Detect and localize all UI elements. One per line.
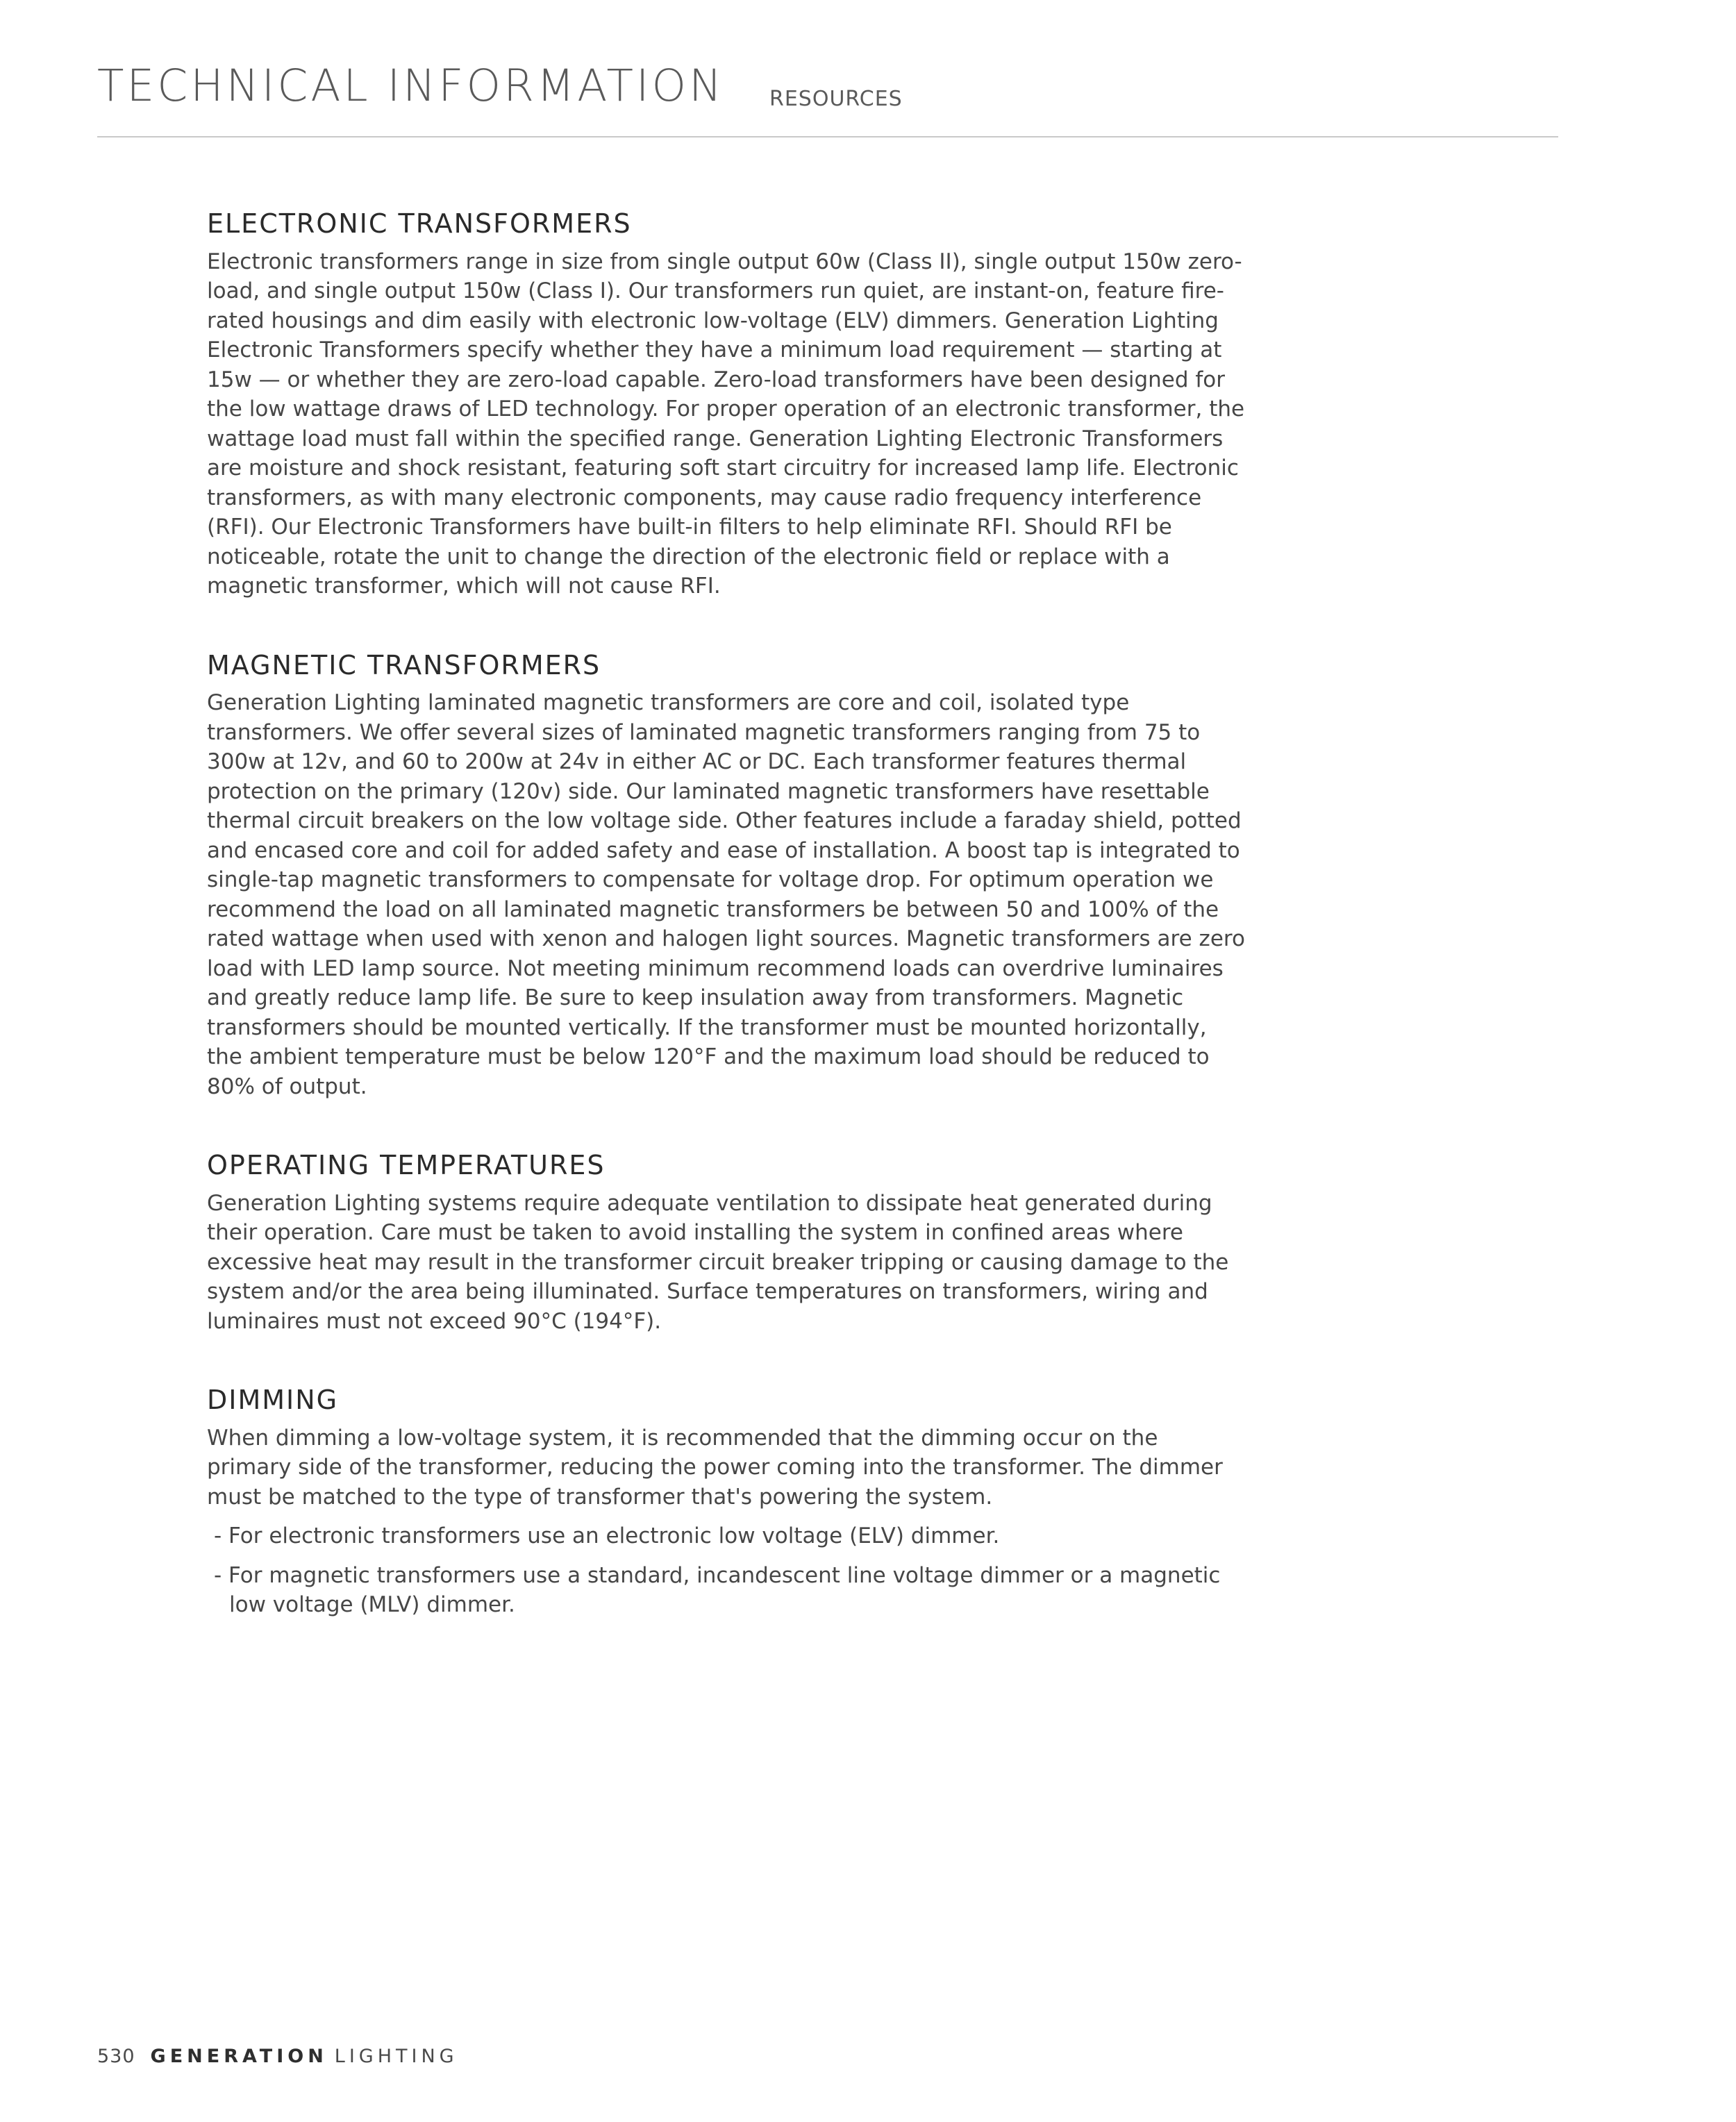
section-heading: ELECTRONIC TRANSFORMERS [207, 208, 632, 239]
section-category: RESOURCES [769, 87, 903, 111]
section-dimming [207, 1385, 1249, 1620]
list-item: - For magnetic transformers use a standard, incandescent line voltage dimmer or a magnetic low voltage (MLV) dimmer. [214, 1562, 1221, 1618]
section-heading: DIMMING [207, 1385, 339, 1416]
brand-name-bold: GENERATION [150, 2046, 328, 2067]
page-number: 530 [97, 2046, 135, 2067]
section-paragraph: Generation Lighting laminated magnetic transformers are core and coil, isolated type transformers. We offer several sizes of laminated magnetic transformers ranging from 75 to 300w at 12v, and 60 to 200w at 24v in either AC or DC. Each transformer features thermal protection on the primary (120v) side. Our laminated magnetic transformers have resettable thermal circuit breakers on the low voltage side. Other features include a faraday shield, potted and encased core and coil for added safety and ease of installation. A boost tap is integrated to single-tap magnetic transformers to compensate for voltage drop. For optimum operation we recommend the load on all laminated magnetic transformers be between 50 and 100% of the rated wattage when used with xenon and halogen light sources. Magnetic transformers are zero load with LED lamp source. Not meeting minimum recommend loads can overdrive luminaires and greatly reduce lamp life. Be sure to keep insulation away from transformers. Magnetic transformers should be mounted vertically. If the transformer must be mounted horizontally, the ambient temperature must be below 120°F and the maximum load should be reduced to 80% of output. [207, 690, 1245, 1099]
section-paragraph: Generation Lighting systems require adequate ventilation to dissipate heat generated during their operation. Care must be taken to avoid installing the system in confined areas where excessive heat may result in the transformer circuit breaker tripping or causing damage to the system and/or the area being illuminated. Surface temperatures on transformers, wiring and luminaires must not exceed 90°C (194°F). [207, 1190, 1229, 1334]
page-footer [97, 2047, 458, 2066]
main-content [207, 208, 1249, 1669]
section-operating-temperatures [207, 1150, 1249, 1336]
page-title: TECHNICAL INFORMATION [97, 60, 725, 111]
list-item: - For electronic transformers use an electronic low voltage (ELV) dimmer. [214, 1523, 1000, 1549]
section-paragraph: When dimming a low-voltage system, it is recommended that the dimming occur on the primary side of the transformer, reducing the power coming into the transformer. The dimmer must be matched to the type of transformer that's powering the system. [207, 1425, 1223, 1510]
section-heading: OPERATING TEMPERATURES [207, 1150, 606, 1181]
section-magnetic-transformers [207, 650, 1249, 1102]
section-heading: MAGNETIC TRANSFORMERS [207, 649, 601, 680]
section-paragraph: Electronic transformers range in size from single output 60w (Class II), single output 150w zero-load, and single output 150w (Class I). Our transformers run quiet, are instant-on, feature fire-rated housings and dim easily with electronic low-voltage (ELV) dimmers. Generation Lighting Electronic Transformers specify whether they have a minimum load requirement — starting at 15w — or whether they are zero-load capable. Zero-load transformers have been designed for the low wattage draws of LED technology. For proper operation of an electronic transformer, the wattage load must fall within the specified range. Generation Lighting Electronic Transformers are moisture and shock resistant, featuring soft start circuitry for increased lamp life. Electronic transformers, as with many electronic components, may cause radio frequency interference (RFI). Our Electronic Transformers have built-in filters to help eliminate RFI. Should RFI be noticeable, rotate the unit to change the direction of the electronic field or replace with a magnetic transformer, which will not cause RFI. [207, 249, 1245, 599]
brand-name-light: LIGHTING [334, 2046, 458, 2067]
section-electronic-transformers [207, 208, 1249, 601]
page-header [97, 60, 1558, 137]
